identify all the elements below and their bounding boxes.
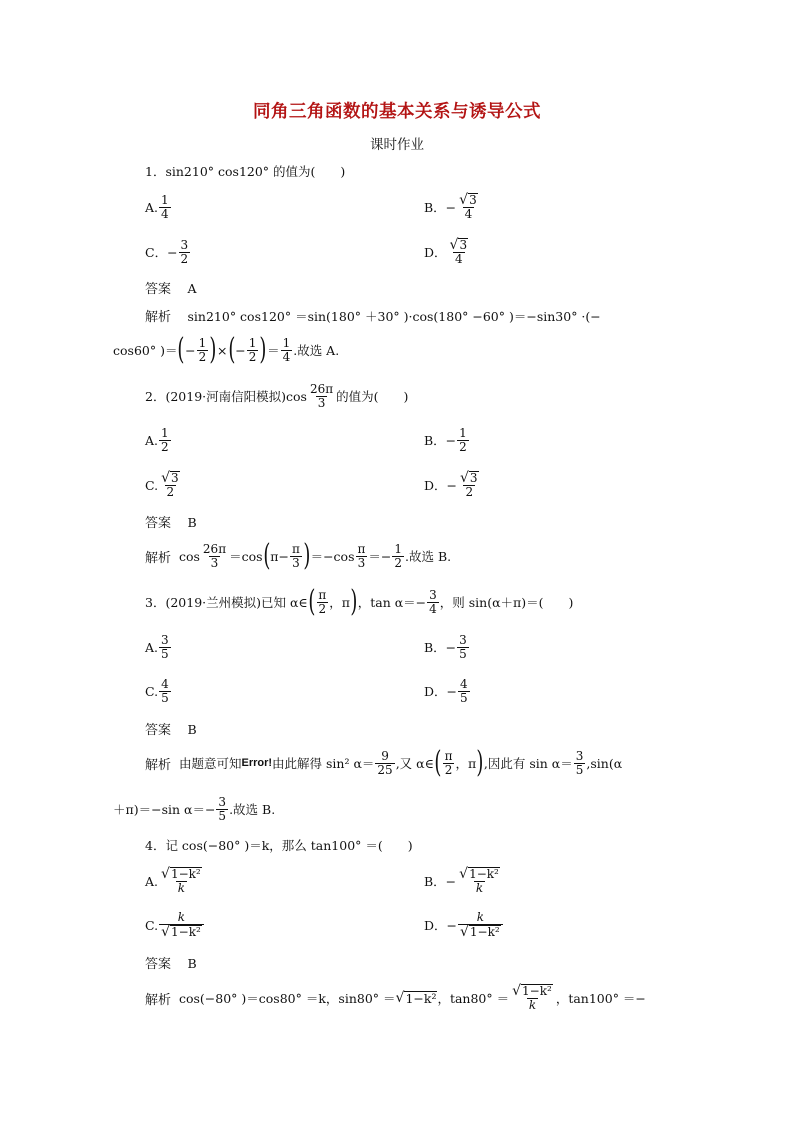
denominator: 25 [377, 762, 393, 777]
sqrt-icon: √ [395, 990, 405, 1007]
times-sign: × [217, 342, 228, 358]
radicand: 1−k² [171, 924, 201, 939]
fraction [159, 678, 171, 704]
analysis-text: cos60° )＝ [113, 343, 178, 358]
q2-stem [145, 376, 408, 416]
numerator [457, 867, 502, 881]
radicand: 1−k² [522, 984, 552, 999]
analysis-text: 由此解得 sin² α＝ [272, 756, 375, 771]
left-paren: ( [227, 332, 235, 367]
q3-option-d [424, 671, 471, 711]
denominator: 2 [248, 349, 257, 364]
stem-text: 2．(2019·河南信阳模拟)cos [145, 389, 307, 404]
denominator: 2 [161, 439, 169, 454]
sqrt-icon: √ [459, 866, 469, 883]
q3-option-c [145, 671, 172, 711]
fraction [159, 867, 204, 895]
radicand: 1−k² [469, 924, 500, 939]
q3-stem [145, 582, 573, 622]
analysis-label: 解析 [145, 757, 172, 773]
option-letter: A. [145, 432, 159, 448]
analysis-text: π− [270, 548, 289, 564]
numerator: 26π [309, 381, 334, 396]
left-paren: ( [177, 332, 185, 367]
pi: π [467, 755, 477, 771]
option-letter: C．− [145, 245, 178, 260]
q2-option-d [424, 465, 482, 505]
option-letter: D． [424, 245, 447, 260]
stem-text: 的值为( ) [336, 389, 409, 404]
denominator: 4 [454, 252, 463, 267]
fraction [159, 427, 171, 453]
fraction [375, 750, 394, 776]
left-paren: ( [262, 538, 270, 573]
radicand: 3 [171, 471, 179, 486]
denominator: k [177, 881, 185, 896]
analysis-text: cos [178, 548, 200, 564]
q4-stem: 4．记 cos(−80° )＝k，那么 tan100° ＝( ) [145, 838, 413, 853]
fraction [392, 543, 404, 569]
numerator: 3 [161, 632, 169, 647]
fraction [179, 239, 191, 265]
fraction [458, 678, 470, 704]
fraction [290, 543, 302, 569]
numerator: π [291, 541, 300, 556]
answer-value: B [187, 956, 197, 971]
numerator: k [476, 910, 484, 925]
denominator: 2 [180, 251, 189, 266]
numerator: 26π [202, 541, 227, 556]
analysis-text: ＝cos [229, 549, 263, 564]
denominator: 3 [210, 555, 219, 570]
option-letter: D．− [424, 478, 457, 493]
numerator: 1 [161, 192, 169, 207]
analysis-text: ,sin(α [586, 755, 623, 771]
numerator: 3 [459, 632, 467, 647]
fraction [201, 543, 228, 569]
comma: ， [329, 595, 342, 610]
numerator [159, 867, 204, 881]
sqrt-icon: √ [460, 923, 469, 940]
answer-label: 答案 [145, 957, 172, 972]
q4-answer [145, 953, 197, 972]
numerator: π [444, 748, 453, 763]
option-letter: A. [145, 873, 159, 889]
option-letter: C. [145, 917, 159, 933]
numerator: 1 [248, 335, 257, 350]
analysis-text: ，tan80° ＝ [437, 991, 510, 1006]
q3-analysis-line1 [145, 743, 622, 783]
q4-option-c [145, 905, 205, 945]
denominator: 5 [161, 690, 169, 705]
option-letter: B．− [424, 640, 457, 655]
q1-option-c [145, 232, 191, 272]
numerator: 3 [429, 587, 437, 602]
answer-label: 答案 [145, 723, 172, 738]
analysis-text: ，tan100° ＝− [555, 991, 646, 1006]
analysis-text: ,因此有 sin α＝ [483, 756, 573, 771]
radicand: 3 [469, 471, 478, 486]
denominator [159, 924, 204, 939]
denominator: k [475, 881, 484, 896]
analysis-text: ,又 α∈ [395, 756, 434, 771]
numerator [510, 984, 555, 998]
right-paren: ) [259, 332, 267, 367]
radicand: 1−k² [469, 867, 499, 882]
denominator: 2 [394, 555, 402, 570]
denominator [458, 924, 503, 939]
analysis-end: .故选 A. [293, 343, 340, 358]
q1-option-a [145, 187, 172, 227]
fraction [159, 634, 171, 660]
q1-analysis-line1 [145, 306, 601, 325]
denominator: 2 [459, 439, 467, 454]
stem-text: ，则 sin(α＋π)＝( ) [439, 595, 574, 610]
denominator: 3 [317, 395, 326, 410]
fraction [308, 383, 335, 409]
fraction [443, 750, 455, 776]
q1-option-d [424, 232, 471, 272]
right-paren: ) [209, 332, 217, 367]
fraction [427, 589, 439, 615]
numerator: 3 [180, 237, 189, 252]
numerator: 1 [459, 425, 467, 440]
answer-value: B [187, 515, 197, 530]
q2-option-c [145, 465, 183, 505]
numerator: 4 [460, 676, 468, 691]
analysis-text: cos(−80° )＝cos80° ＝k，sin80° ＝ [178, 991, 396, 1006]
option-letter: A. [145, 199, 159, 215]
answer-value: B [187, 722, 197, 737]
analysis-text: ＝− [368, 549, 392, 564]
denominator: 2 [444, 762, 453, 777]
fraction [159, 471, 182, 499]
fraction [355, 543, 367, 569]
numerator: 1 [161, 425, 169, 440]
analysis-label: 解析 [145, 550, 172, 566]
minus-sign: − [235, 342, 246, 358]
fraction [159, 194, 171, 220]
denominator: 5 [575, 762, 584, 777]
analysis-text: ＋π)＝−sin α＝− [113, 802, 216, 817]
numerator [448, 238, 471, 252]
numerator: 4 [161, 676, 169, 691]
q2-option-b [424, 420, 470, 460]
fraction [197, 337, 209, 363]
denominator: 5 [161, 646, 169, 661]
denominator: 2 [465, 485, 474, 500]
q2-analysis [145, 536, 451, 576]
denominator: 2 [198, 349, 207, 364]
answer-label: 答案 [145, 282, 172, 297]
analysis-end: .故选 B. [229, 802, 276, 817]
numerator [159, 471, 182, 485]
fraction [159, 911, 204, 939]
stem-text: 3．(2019·兰州模拟)已知 α∈ [145, 595, 308, 610]
sqrt-expression [396, 991, 438, 1006]
left-paren: ( [434, 745, 442, 780]
fraction [457, 193, 480, 221]
fraction [457, 427, 469, 453]
numerator: 3 [218, 794, 227, 809]
option-letter: B．− [424, 874, 457, 889]
numerator [457, 193, 480, 207]
fraction [448, 238, 471, 266]
sqrt-icon: √ [459, 192, 469, 209]
denominator: 4 [429, 601, 437, 616]
stem-text: ，tan α＝− [357, 595, 427, 610]
fraction [458, 911, 503, 939]
option-letter: C. [145, 477, 159, 493]
q1-analysis-line2 [113, 330, 339, 370]
radicand: 1−k² [405, 990, 437, 1006]
denominator: 3 [292, 555, 300, 570]
denominator: k [528, 998, 537, 1013]
option-letter: D．− [424, 684, 457, 699]
pi: π [341, 594, 351, 610]
q3-option-b [424, 627, 470, 667]
q1-stem: 1．sin210° cos120° 的值为( ) [145, 164, 346, 179]
q4-option-a [145, 861, 205, 901]
right-paren: ) [350, 584, 358, 619]
q1-option-b [424, 187, 481, 227]
sqrt-icon: √ [161, 923, 171, 940]
fraction [216, 796, 228, 822]
fraction [457, 867, 502, 895]
option-letter: A. [145, 639, 159, 655]
q1-answer [145, 278, 197, 297]
q4-option-b [424, 861, 503, 901]
equals-sign: ＝ [267, 343, 280, 358]
denominator: 4 [282, 349, 291, 364]
sqrt-icon: √ [449, 237, 459, 254]
radicand: 3 [469, 193, 477, 208]
denominator: 5 [459, 646, 467, 661]
fraction [281, 337, 293, 363]
numerator: 1 [198, 335, 207, 350]
error-marker: Error! [241, 757, 273, 769]
q3-analysis-line2 [113, 789, 275, 829]
numerator: 1 [394, 541, 402, 556]
radicand: 1−k² [170, 867, 201, 882]
denominator: 2 [166, 485, 175, 500]
analysis-end: .故选 B. [405, 549, 452, 564]
option-letter: C. [145, 683, 159, 699]
numerator [458, 471, 481, 485]
page-title: 同角三角函数的基本关系与诱导公式 [253, 102, 541, 122]
denominator: 5 [460, 690, 468, 705]
denominator: 3 [357, 555, 366, 570]
fraction [316, 589, 328, 615]
analysis-text: ＝−cos [310, 549, 355, 564]
denominator: 5 [218, 808, 227, 823]
denominator: 4 [464, 207, 473, 222]
q4-analysis [145, 978, 646, 1018]
sqrt-icon: √ [161, 866, 170, 883]
denominator: 2 [318, 601, 327, 616]
numerator: 3 [575, 748, 584, 763]
q3-option-a [145, 627, 172, 667]
q2-answer [145, 512, 197, 531]
numerator: 9 [381, 748, 389, 763]
analysis-text: 由题意可知 [178, 756, 242, 771]
fraction [574, 750, 586, 776]
q3-answer [145, 719, 197, 738]
right-paren: ) [476, 745, 484, 780]
sqrt-icon: √ [161, 470, 171, 487]
right-paren: ) [303, 538, 311, 573]
radicand: 3 [459, 238, 468, 253]
q4-option-d [424, 905, 504, 945]
q2-option-a [145, 420, 172, 460]
minus-sign: − [185, 342, 196, 358]
fraction [247, 337, 259, 363]
denominator: 4 [161, 206, 169, 221]
left-paren: ( [308, 584, 316, 619]
numerator: 1 [282, 335, 291, 350]
analysis-label: 解析 [145, 310, 172, 325]
analysis-text: sin210° cos120° ＝sin(180° ＋30° )·cos(180° −60° )＝−sin30° ·(− [187, 309, 601, 324]
page-subtitle: 课时作业 [370, 137, 424, 153]
option-letter: D．− [424, 918, 457, 933]
sqrt-icon: √ [512, 983, 522, 1000]
option-letter: B．− [424, 433, 457, 448]
answer-label: 答案 [145, 516, 172, 531]
answer-value: A [187, 281, 197, 296]
fraction [457, 634, 469, 660]
numerator: π [318, 587, 327, 602]
fraction [458, 471, 481, 499]
fraction [510, 984, 555, 1012]
numerator: k [177, 910, 186, 925]
sqrt-icon: √ [460, 470, 469, 487]
option-letter: B．− [424, 200, 457, 215]
numerator: π [357, 541, 366, 556]
comma: ， [455, 756, 468, 771]
analysis-label: 解析 [145, 992, 172, 1008]
